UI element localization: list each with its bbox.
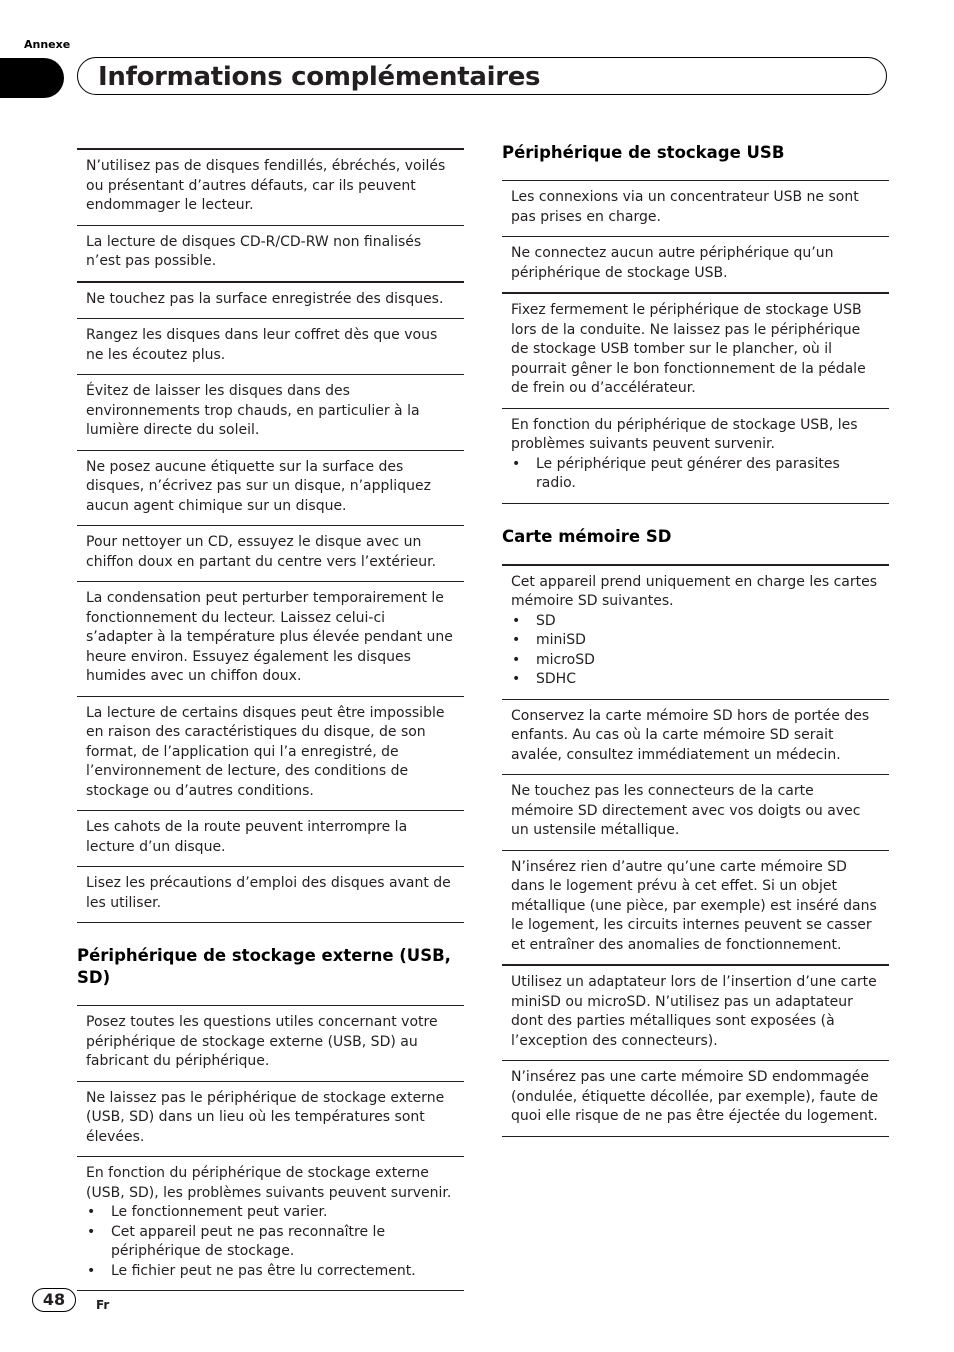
list-item — [77, 1156, 464, 1291]
list-item: N’insérez rien d’autre qu’une carte mémoire SD dans le logement prévu à cet effet. Si un objet métallique (une pièce, par exemple) est inséré dans le logement, les circuits internes peuvent se casser et entraîner des anomalies de fonctionnement. — [502, 850, 889, 965]
list-item: Ne connectez aucun autre périphérique qu’un périphérique de stockage USB. — [502, 236, 889, 292]
left-column — [77, 148, 464, 1291]
sd-card-list — [502, 564, 889, 1137]
bullet-item: • microSD — [511, 651, 880, 671]
list-item: N’utilisez pas de disques fendillés, ébréchés, voilés ou présentant d’autres défauts, car ils peuvent endommager le lecteur. — [77, 148, 464, 225]
list-item: Les cahots de la route peuvent interrompre la lecture d’un disque. — [77, 810, 464, 866]
section-label: Annexe — [24, 38, 71, 51]
sd-card-heading: Carte mémoire SD — [502, 526, 672, 546]
section-tab-marker — [0, 58, 64, 98]
bullet-list — [511, 612, 880, 690]
list-item: Conservez la carte mémoire SD hors de portée des enfants. Au cas où la carte mémoire SD serait avalée, consultez immédiatement un médecin. — [502, 699, 889, 775]
list-item: La condensation peut perturber temporairement le fonctionnement du lecteur. Laissez celui-ci s’adapter à la température plus élevée pendant une heure environ. Essuyez également les disques humides avec un chiffon doux. — [77, 581, 464, 696]
list-item: La lecture de disques CD-R/CD-RW non finalisés n’est pas possible. — [77, 225, 464, 281]
page-title: Informations complémentaires — [98, 62, 541, 92]
list-item — [502, 564, 889, 699]
list-item-text: En fonction du périphérique de stockage USB, les problèmes suivants peuvent survenir. — [511, 416, 858, 452]
bullet-item: • Le fichier peut ne pas être lu correctement. — [86, 1262, 455, 1282]
bullet-item: • SDHC — [511, 670, 880, 690]
list-item: Évitez de laisser les disques dans des environnements trop chauds, en particulier à la lumière directe du soleil. — [77, 374, 464, 450]
list-item: Ne posez aucune étiquette sur la surface des disques, n’écrivez pas sur un disque, n’appliquez aucun agent chimique sur un disque. — [77, 450, 464, 526]
list-item: Ne touchez pas la surface enregistrée des disques. — [77, 281, 464, 319]
list-item: Ne touchez pas les connecteurs de la carte mémoire SD directement avec vos doigts ou avec un ustensile métallique. — [502, 774, 889, 850]
right-column — [502, 142, 889, 1137]
list-item: Lisez les précautions d’emploi des disques avant de les utiliser. — [77, 866, 464, 923]
list-item: N’insérez pas une carte mémoire SD endommagée (ondulée, étiquette décollée, par exemple), faute de quoi elle risque de ne pas être éjectée du logement. — [502, 1060, 889, 1137]
list-item: La lecture de certains disques peut être impossible en raison des caractéristiques du disque, de son format, de l’application qui l’a enregistré, de l’environnement de lecture, des conditions de stockage ou d’autres conditions. — [77, 696, 464, 811]
external-storage-heading: Périphérique de stockage externe (USB, SD) — [77, 946, 451, 987]
external-storage-list — [77, 1005, 464, 1291]
list-item-text: Cet appareil prend uniquement en charge les cartes mémoire SD suivantes. — [511, 573, 878, 609]
list-item: Pour nettoyer un CD, essuyez le disque avec un chiffon doux en partant du centre vers l’extérieur. — [77, 525, 464, 581]
list-item: Rangez les disques dans leur coffret dès que vous ne les écoutez plus. — [77, 318, 464, 374]
disc-precautions-list — [77, 148, 464, 923]
usb-storage-heading: Périphérique de stockage USB — [502, 143, 785, 162]
list-item-text: En fonction du périphérique de stockage externe (USB, SD), les problèmes suivants peuvent survenir. — [86, 1165, 452, 1201]
list-item: Posez toutes les questions utiles concernant votre périphérique de stockage externe (USB, SD) au fabricant du périphérique. — [77, 1005, 464, 1081]
bullet-list — [511, 455, 880, 494]
list-item: Les connexions via un concentrateur USB ne sont pas prises en charge. — [502, 180, 889, 236]
language-code: Fr — [96, 1298, 110, 1312]
bullet-list — [86, 1203, 455, 1281]
bullet-item: • Cet appareil peut ne pas reconnaître le périphérique de stockage. — [86, 1223, 455, 1262]
list-item: Utilisez un adaptateur lors de l’insertion d’une carte miniSD ou microSD. N’utilisez pas un adaptateur dont des parties métalliques sont exposées (à l’exception des connecteurs). — [502, 964, 889, 1060]
list-item: Ne laissez pas le périphérique de stockage externe (USB, SD) dans un lieu où les températures sont élevées. — [77, 1081, 464, 1157]
list-item: Fixez fermement le périphérique de stockage USB lors de la conduite. Ne laissez pas le périphérique de stockage USB tomber sur le plancher, où il pourrait gêner le bon fonctionnement de la pédale de frein ou d’accélérateur. — [502, 292, 889, 408]
list-item — [502, 408, 889, 504]
bullet-item: • Le fonctionnement peut varier. — [86, 1203, 455, 1223]
usb-storage-list — [502, 180, 889, 504]
page-number: 48 — [32, 1288, 76, 1312]
bullet-item: • SD — [511, 612, 880, 632]
bullet-item: • Le périphérique peut générer des parasites radio. — [511, 455, 880, 494]
bullet-item: • miniSD — [511, 631, 880, 651]
